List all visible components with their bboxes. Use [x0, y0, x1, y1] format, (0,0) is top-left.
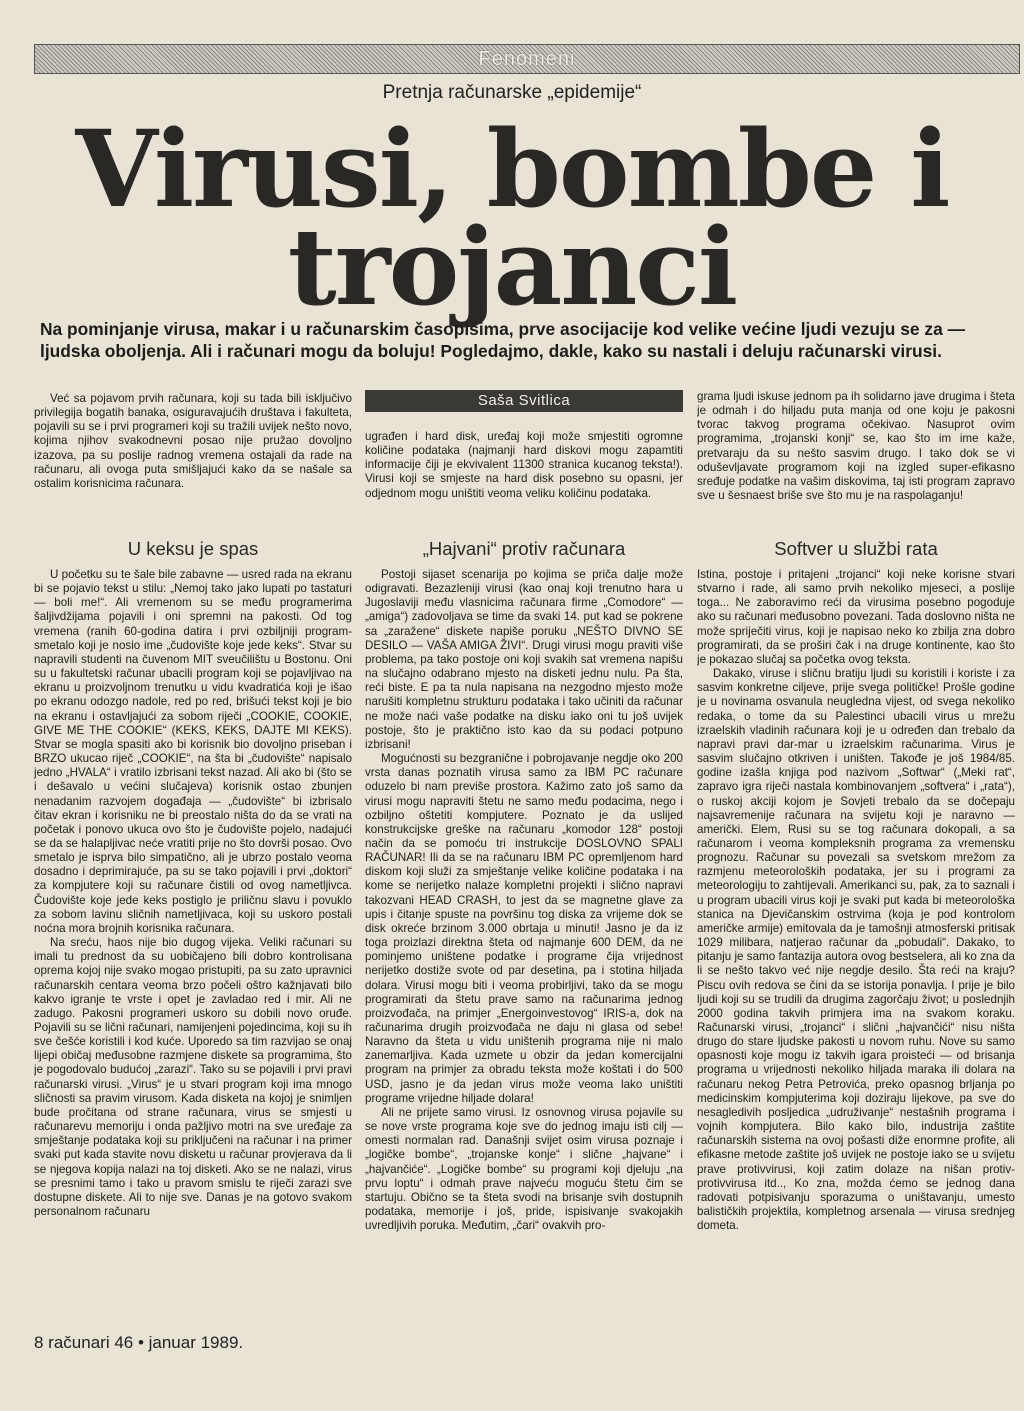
subhead-1: U keksu je spas	[127, 538, 259, 559]
column-3-top	[697, 390, 1015, 516]
headline-line-1: Virusi, bombe i	[75, 106, 949, 231]
column-3-top-paragraph: grama ljudi iskuse jednom pa ih solidarno jave drugima i šteta je odmah i do hiljadu puta manja od one koju je pakosni tvorac takvog programa očekivao. Nasuprot ovim programima, „trojanski konji“ se, kao što im ime kaže, pretvaraju da su nešto sasvim drugo. I tako dok se vi oduševljavate programom koji na izgled super-efikasno sređuje podatke na vašim diskovima, taj isti program zapravo sve u šesnaest briše sve što mu je na raspolaganju!	[697, 390, 1015, 503]
section-2-paragraph-3: Ali ne prijete samo virusi. Iz osnovnog virusa pojavile su se nove vrste programa koje sve do jednog imaju isti cilj — omesti normalan rad. Današnji svijet osim virusa poznaje i „logičke bombe“, „trojanske konje“ i slične „hajvane“ i „hajvančiće“. „Logičke bombe“ su programi koji djeluju „na prvu loptu“ i odmah prave najveću moguću štetu čim se startuju. Obično se ta šteta svodi na brisanje svih dostupnih podataka, memorije i još, pride, ispisivanje svakojakih uvredljivih poruka. Međutim, „čari“ ovakvih pro-	[365, 1105, 683, 1233]
section-banner-label: Fenomeni	[478, 48, 576, 70]
page-footer: 8 računari 46 • januar 1989.	[34, 1333, 244, 1352]
kicker: Pretnja računarske „epidemije“	[382, 82, 642, 103]
section-1-body	[34, 568, 352, 1318]
lead-paragraph: Na pominjanje virusa, makar i u računarskim časopisima, prve asocijacije kod velike većine ljudi vezuju se za — ljudska oboljenja. Ali i računari mogu da boluju! Pogledajmo, dakle, kako su nastali i deluju računarski virusi.	[40, 319, 966, 361]
headline	[0, 106, 1024, 329]
section-1-paragraph-1: U početku su te šale bile zabavne — usred rada na ekranu bi se pojavio tekst u stilu: „Nemoj tako jako lupati po tastaturi — boli me!“. Ali vremenom su se među programerima šaljivdžijama pojavili i oni spremni na pakosti. Od tog vremena (ranih 60-godina datira i prvi ozbiljniji program-smetalo koji je nosio ime „čudovište koje jede keks“. Stvar su napravili studenti na čuvenom MIT sveučilištu u Bostonu. Oni su u fakultetski računar ubacili program koji se pojavljivao na ekranu u proizvoljnom trenutku u vidu kvadratića koji je išao po ekranu odozgo nadole, red po red, brišući tekst koji je bio na ekranu i ostavljajući za sobom riječi „COOKIE, COOKIE, GIVE ME THE COOKIE“ (KEKS, KEKS, DAJTE MI KEKS). Stvar se mogla spasiti ako bi korisnik bio dovoljno priseban i BRZO ukucao riječ „COOKIE“, na šta bi „čudovište“ napisalo jedno „HVALA“ i vratilo izbrisani tekst nazad. Ali ako bi (što se i dešavalo u većini slučajeva) korisnik ostao zbunjen nenadanim razvojem događaja — „čudovište“ bi izbrisalo čitav ekran i korisniku ne bi preostalo ništa do da se vrati na početak i ponovo ukuca ovo što je čudovište pojelo, nadajući se da se halapljivac neće vratiti prije no što dovrši posao. Ovo smetalo je isprva bilo simpatično, ali je ubrzo postalo veoma dosadno i deprimirajuće, pa su se tako pojavili i prvi „doktori“ za kompjutere koji su računare čistili od ovog nametljivca. Čudovište koje jede keks postiglo je priličnu slavu i povuklo za sobom lavinu sličnih nametljivaca, koji su uskoro postali noćna mora brojnih korisnika računara.	[34, 568, 352, 935]
intro-paragraph: Već sa pojavom prvih računara, koji su tada bili isključivo privilegija bogatih banaka, osiguravajućih društava i fakulteta, pojavili su se i prvi programeri koji su tražili uvijek nešto novo, kojima njihov svakodnevni posao nije pružao dovoljno izazova, pa su poslije radnog vremena ostajali da rade na računaru, ali ovoga puta smišljajući kako da se našale sa ostalim korisnicima računara.	[34, 392, 352, 490]
section-2-paragraph-2: Mogućnosti su bezgranične i pobrojavanje negdje oko 200 vrsta danas poznatih virusa samo za IBM PC računare oduzelo bi nam previše prostora. Kažimo zato još samo da virusi mogu napraviti štetu ne samo među podacima, nego i ozbiljno oštetiti kompjutere. Poznato je da uslijed konstrukcijske greške na računaru „komodor 128“ postoji način da se pomoću tri instrukcije DOSLOVNO SPALI RAČUNAR! Ili da se na računaru IBM PC opremljenom hard diskom koji služi za smještanje velike količine podataka i na kome se nerijetko nalaze kompletni projekti i slično napravi takozvani HEAD CRASH, to jest da se magnetne glave za upis i čitanje spuste na površinu tog diska za vrijeme dok se disk okreće brzinom 3.000 obrtaja u minuti! Jasno je da iz toga proizlazi direktna šteta od najmanje 600 DEM, da ne pominjemo uništene podatke i programe čija vrijednost nerijetko dostiže svote od par desetina, pa i stotina hiljada dolara. Virusi mogu biti i veoma probirljivi, tako da se mogu programirati da štetu prave samo na računarima jednog proizvođača, na primjer „Energoinvestovog“ IRIS-a, dok na računarima drugih proizvođača ne daju ni glasa od sebe! Naravno da šteta u vidu uništenih programa nije ni malo zanemarljiva. Kada uzmete u obzir da jedan komercijalni program na primjer za obradu teksta može koštati i do 500 USD, jasno je da jedan virus može veoma lako uništiti programe vrijedne hiljade dolara!	[365, 752, 683, 1105]
section-banner	[34, 44, 1020, 74]
section-1-paragraph-2: Na sreću, haos nije bio dugog vijeka. Veliki računari su imali tu prednost da su uobičajeno bili dobro kontrolisana oprema kojoj nije svako mogao pristupiti, pa su zato upravnici računarskih centara veoma brzo počeli oštro kažnjavati bilo kakvo igranje te vrste i opet je zavladao red i mir. Ali ne zadugo. Pakosni programeri uskoro su dobili novo oruđe. Pojavili su se lični računari, namijenjeni pojedincima, koji su ih sve češće koristili i kod kuće. Uporedo sa tim razvijao se onaj lijepi običaj međusobne razmjene diskete sa programima, što je pogodovalo budućoj „zarazi“. Tako su se pojavili i prvi pravi računarski virusi. „Virus“ je u stvari program koji ima mnogo sličnosti sa pravim virusom. Kada disketa na kojoj je snimljen bude pročitana od strane računara, virus se smjesti u računarevu memoriju i onda pažljivo motri na sve uređaje za smještanje podataka koji su priključeni na računar i na primer svaki put kada stavite novu disketu u računar provjerava da li se njegova kopija nalazi na toj disketi. Ako se ne nalazi, virus se presnimi tamo i tako u pravom smislu te riječi zarazi sve dostupne diskete. Ali to nije sve. Danas je na gotovo svakom personalnom računaru	[34, 936, 352, 1219]
section-3-paragraph-2: Dakako, viruse i sličnu bratiju ljudi su koristili i koriste i za sasvim konkretne ciljeve, prije svega političke! Prošle godine je u novinama osvanula neuglednа vijest, od svega nekoliko redaka, o tome da su Palestinci ubacili virus u mrežu izraelskih vladinih računara koji je u određen dan trebalo da napravi pravi dar-mar u izraelskim računarima. Virus je sasvim slučajno otkriven i uništen. Takođe je još 1984/85. godine izašla knjiga pod nazivom „Softwar“ („Meki rat“, zapravo igra riječi nastala kombinovanjem „softvera“ i „rata“), o ruskoj akciji kojom je Sovjeti trebalo da se dočepaju najsavremenije računara na svijetu koji je naravno — američki. Elem, Rusi su se tog računara dokopali, a sa računarom i veoma kompleksnih programa za vremensku prognozu. Računar su povezali sa svetskom mrežom za razmjenu meteoroloških podataka, jer su i programi za meteorologiju to zahtijevali. Amerikanci su, pak, za to saznali i u program ubacili virus koji je svaki put kada bi meteorološka stanica na Djevičanskim ostrvima (koja je pod kontrolom američke armije) emitovala da je tamošnji atmosferski pritisak 1029 milibara, natjerao računar da „pobudali“. Dakako, to pitanju je samo fantazija autora ovog bestselera, ali ko zna da li se nešto takvo već nije negdje desilo. Šta reći na kraju? Piscu ovih redova se čini da se istorija ponavlja. I prije je bilo ljudi koji su se trudili da drugima zagorčaju život; u poslednjih 2000 godina takvih primjera ima na svakom koraku. Računarski virusi, „trojanci“ i slični „hajvančići“ nisu ništa drugo do stare ljudske pakosti u novom ruhu. Nove su samo opasnosti koje mogu iz takvih igara proisteći — od brisanja programa u vrijednosti nekoliko hiljada maraka ili dolara na računaru nekog Petra Petrovića, preko opasnog brljanja po medicinskim kompjuterima koji doziraju lijekove, pa sve do nesagledivih posljedica „udruživanje“ nestašnih programa i vojnih kompjutera. Bilo kako bilo, industrija zaštite računarskih sistema na ovoj pošasti diže enormne profite, ali efikasne metode zaštite još uvijek ne postoje iako se u svijetu prave protivvirusi, koji zatim dolaze na nišan protiv-protivvirusa itd.., Ko zna, možda ćemo se jednog dana radovati potpisivanju sporazuma o uništavanju, umesto balističkih projektila, kompletnog arsenala — virusa srednjeg dometa.	[697, 667, 1015, 1233]
column-2-top-paragraph: ugrađen i hard disk, uređaj koji može smjestiti ogromne količine podataka (najmanji hard diskovi mogu zapamtiti informacije čiji je ekvivalent 11300 stranica kucanog teksta!). Virusi koji se smjeste na hard disk posebno su opasni, jer odjednom mogu uništiti veoma veliku količinu podataka.	[365, 430, 683, 500]
column-2-top	[365, 430, 683, 516]
section-3-body	[697, 568, 1015, 1318]
subhead-3: Softver u službi rata	[774, 538, 938, 559]
section-2-paragraph-1: Postoji sijaset scenarija po kojima se priča dalje može odigravati. Bezazleniji virusi (kao onaj koji trenutno hara u Jugoslaviji među vlasnicima računara firme „Comodore“ — „amiga“) zadovoljava se time da svaki 14. put kad se pokrene sa „zaražene“ diskete napiše poruku „NEŠTO DIVNO SE DESILO — VAŠA AMIGA ŽIVI“. Drugi virusi mogu praviti više problema, pa tako postoje oni koji svakih sat vremena napišu na slučajno odabrano mjesto na disketi jednu nulu. Pa šta, reći biste. E pa ta nula napisana na nezgodno mjesto može narušiti kompletnu strukturu podataka i tako učiniti da računar ne može naći vaše podatke na disku iako oni tu još uvijek postoje, što je praktično isto kao da su podaci potpuno izbrisani!	[365, 568, 683, 751]
section-2-body	[365, 568, 683, 1318]
author-byline: Saša Svitlica	[365, 390, 683, 412]
section-3-paragraph-1: Istina, postoje i pritajeni „trojanci“ koji neke korisne stvari stvarno i rade, ali samo prvih nekoliko mjeseci, a poslije toga... Ne zaboravimo reći da virusima posebno pogoduje ako su računari međusobno povezani. Tada doslovno ništa ne može spriječiti virus, koji je napisao neko ko zbilja zna dobro programirati, da se proširi čak i na druge kontinente, kao što je pokazao slučaj sa početka ovog teksta.	[697, 568, 1015, 666]
headline-line-2: trojanci	[287, 204, 737, 329]
subhead-2: „Hajvani“ protiv računara	[422, 538, 626, 559]
intro-column	[34, 392, 352, 510]
